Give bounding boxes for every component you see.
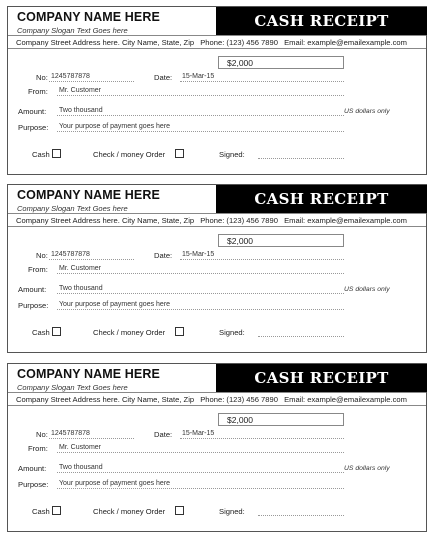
company-name: COMPANY NAME HERE (17, 367, 160, 381)
receipt-title: CASH RECEIPT (216, 364, 427, 392)
purpose-field[interactable]: Your purpose of payment goes here (57, 300, 344, 310)
cash-label: Cash (32, 507, 50, 516)
receipt-no-label: No: (36, 251, 48, 260)
amount-label: Amount: (18, 285, 47, 294)
amount-label: Amount: (18, 107, 47, 116)
currency-note: US dollars only (344, 465, 390, 472)
amount-label: Amount: (18, 464, 47, 473)
contact-bar (8, 392, 426, 406)
contact-bar (8, 35, 426, 49)
email-address: Email: example@emailexample.com (284, 395, 407, 404)
signed-label: Signed: (219, 150, 245, 159)
from-field[interactable]: Mr. Customer (57, 86, 344, 96)
signed-label: Signed: (219, 328, 245, 337)
company-slogan: Company Slogan Text Goes here (17, 383, 128, 392)
company-slogan: Company Slogan Text Goes here (17, 26, 128, 35)
cash-checkbox[interactable] (52, 327, 61, 336)
purpose-label: Purpose: (18, 123, 49, 132)
currency-note: US dollars only (344, 108, 390, 115)
signature-line[interactable] (258, 327, 344, 337)
company-name: COMPANY NAME HERE (17, 10, 160, 24)
from-field[interactable]: Mr. Customer (57, 443, 344, 453)
contact-bar (8, 213, 426, 227)
receipt-title: CASH RECEIPT (216, 7, 427, 35)
amount-box[interactable]: $2,000 (218, 234, 344, 247)
from-label: From: (28, 444, 48, 453)
cash-receipt-3 (7, 363, 427, 532)
purpose-field[interactable]: Your purpose of payment goes here (57, 122, 344, 132)
email-address: Email: example@emailexample.com (284, 216, 407, 225)
check-money-order-label: Check / money Order (93, 328, 166, 337)
phone-number: Phone: (123) 456 7890 (200, 216, 278, 225)
check-money-order-label: Check / money Order (93, 150, 166, 159)
signature-line[interactable] (258, 506, 344, 516)
receipt-title: CASH RECEIPT (216, 185, 427, 213)
purpose-label: Purpose: (18, 301, 49, 310)
email-address: Email: example@emailexample.com (284, 38, 407, 47)
date-label: Date: (154, 73, 173, 82)
street-address: Company Street Address here. City Name, State, Zip (16, 395, 195, 404)
from-field[interactable]: Mr. Customer (57, 264, 344, 274)
cash-checkbox[interactable] (52, 506, 61, 515)
currency-note: US dollars only (344, 286, 390, 293)
company-slogan: Company Slogan Text Goes here (17, 204, 128, 213)
check-money-order-checkbox[interactable] (175, 506, 184, 515)
phone-number: Phone: (123) 456 7890 (200, 395, 278, 404)
cash-receipt-2 (7, 184, 427, 353)
check-money-order-checkbox[interactable] (175, 327, 184, 336)
signed-label: Signed: (219, 507, 245, 516)
check-money-order-label: Check / money Order (93, 507, 166, 516)
cash-checkbox[interactable] (52, 149, 61, 158)
receipt-no-label: No: (36, 430, 48, 439)
amount-words-field[interactable]: Two thousand (57, 284, 344, 294)
street-address: Company Street Address here. City Name, State, Zip (16, 38, 195, 47)
receipt-no-field[interactable]: 1245787878 (49, 72, 134, 82)
signature-line[interactable] (258, 149, 344, 159)
purpose-label: Purpose: (18, 480, 49, 489)
check-money-order-checkbox[interactable] (175, 149, 184, 158)
cash-receipt-1 (7, 6, 427, 175)
receipt-no-field[interactable]: 1245787878 (49, 429, 134, 439)
date-label: Date: (154, 251, 173, 260)
from-label: From: (28, 265, 48, 274)
receipt-no-label: No: (36, 73, 48, 82)
date-field[interactable]: 15-Mar-15 (180, 72, 344, 82)
phone-number: Phone: (123) 456 7890 (200, 38, 278, 47)
amount-box[interactable]: $2,000 (218, 56, 344, 69)
date-field[interactable]: 15-Mar-15 (180, 250, 344, 260)
purpose-field[interactable]: Your purpose of payment goes here (57, 479, 344, 489)
amount-words-field[interactable]: Two thousand (57, 106, 344, 116)
from-label: From: (28, 87, 48, 96)
cash-label: Cash (32, 150, 50, 159)
date-field[interactable]: 15-Mar-15 (180, 429, 344, 439)
amount-words-field[interactable]: Two thousand (57, 463, 344, 473)
company-name: COMPANY NAME HERE (17, 188, 160, 202)
cash-label: Cash (32, 328, 50, 337)
receipt-no-field[interactable]: 1245787878 (49, 250, 134, 260)
amount-box[interactable]: $2,000 (218, 413, 344, 426)
date-label: Date: (154, 430, 173, 439)
street-address: Company Street Address here. City Name, State, Zip (16, 216, 195, 225)
